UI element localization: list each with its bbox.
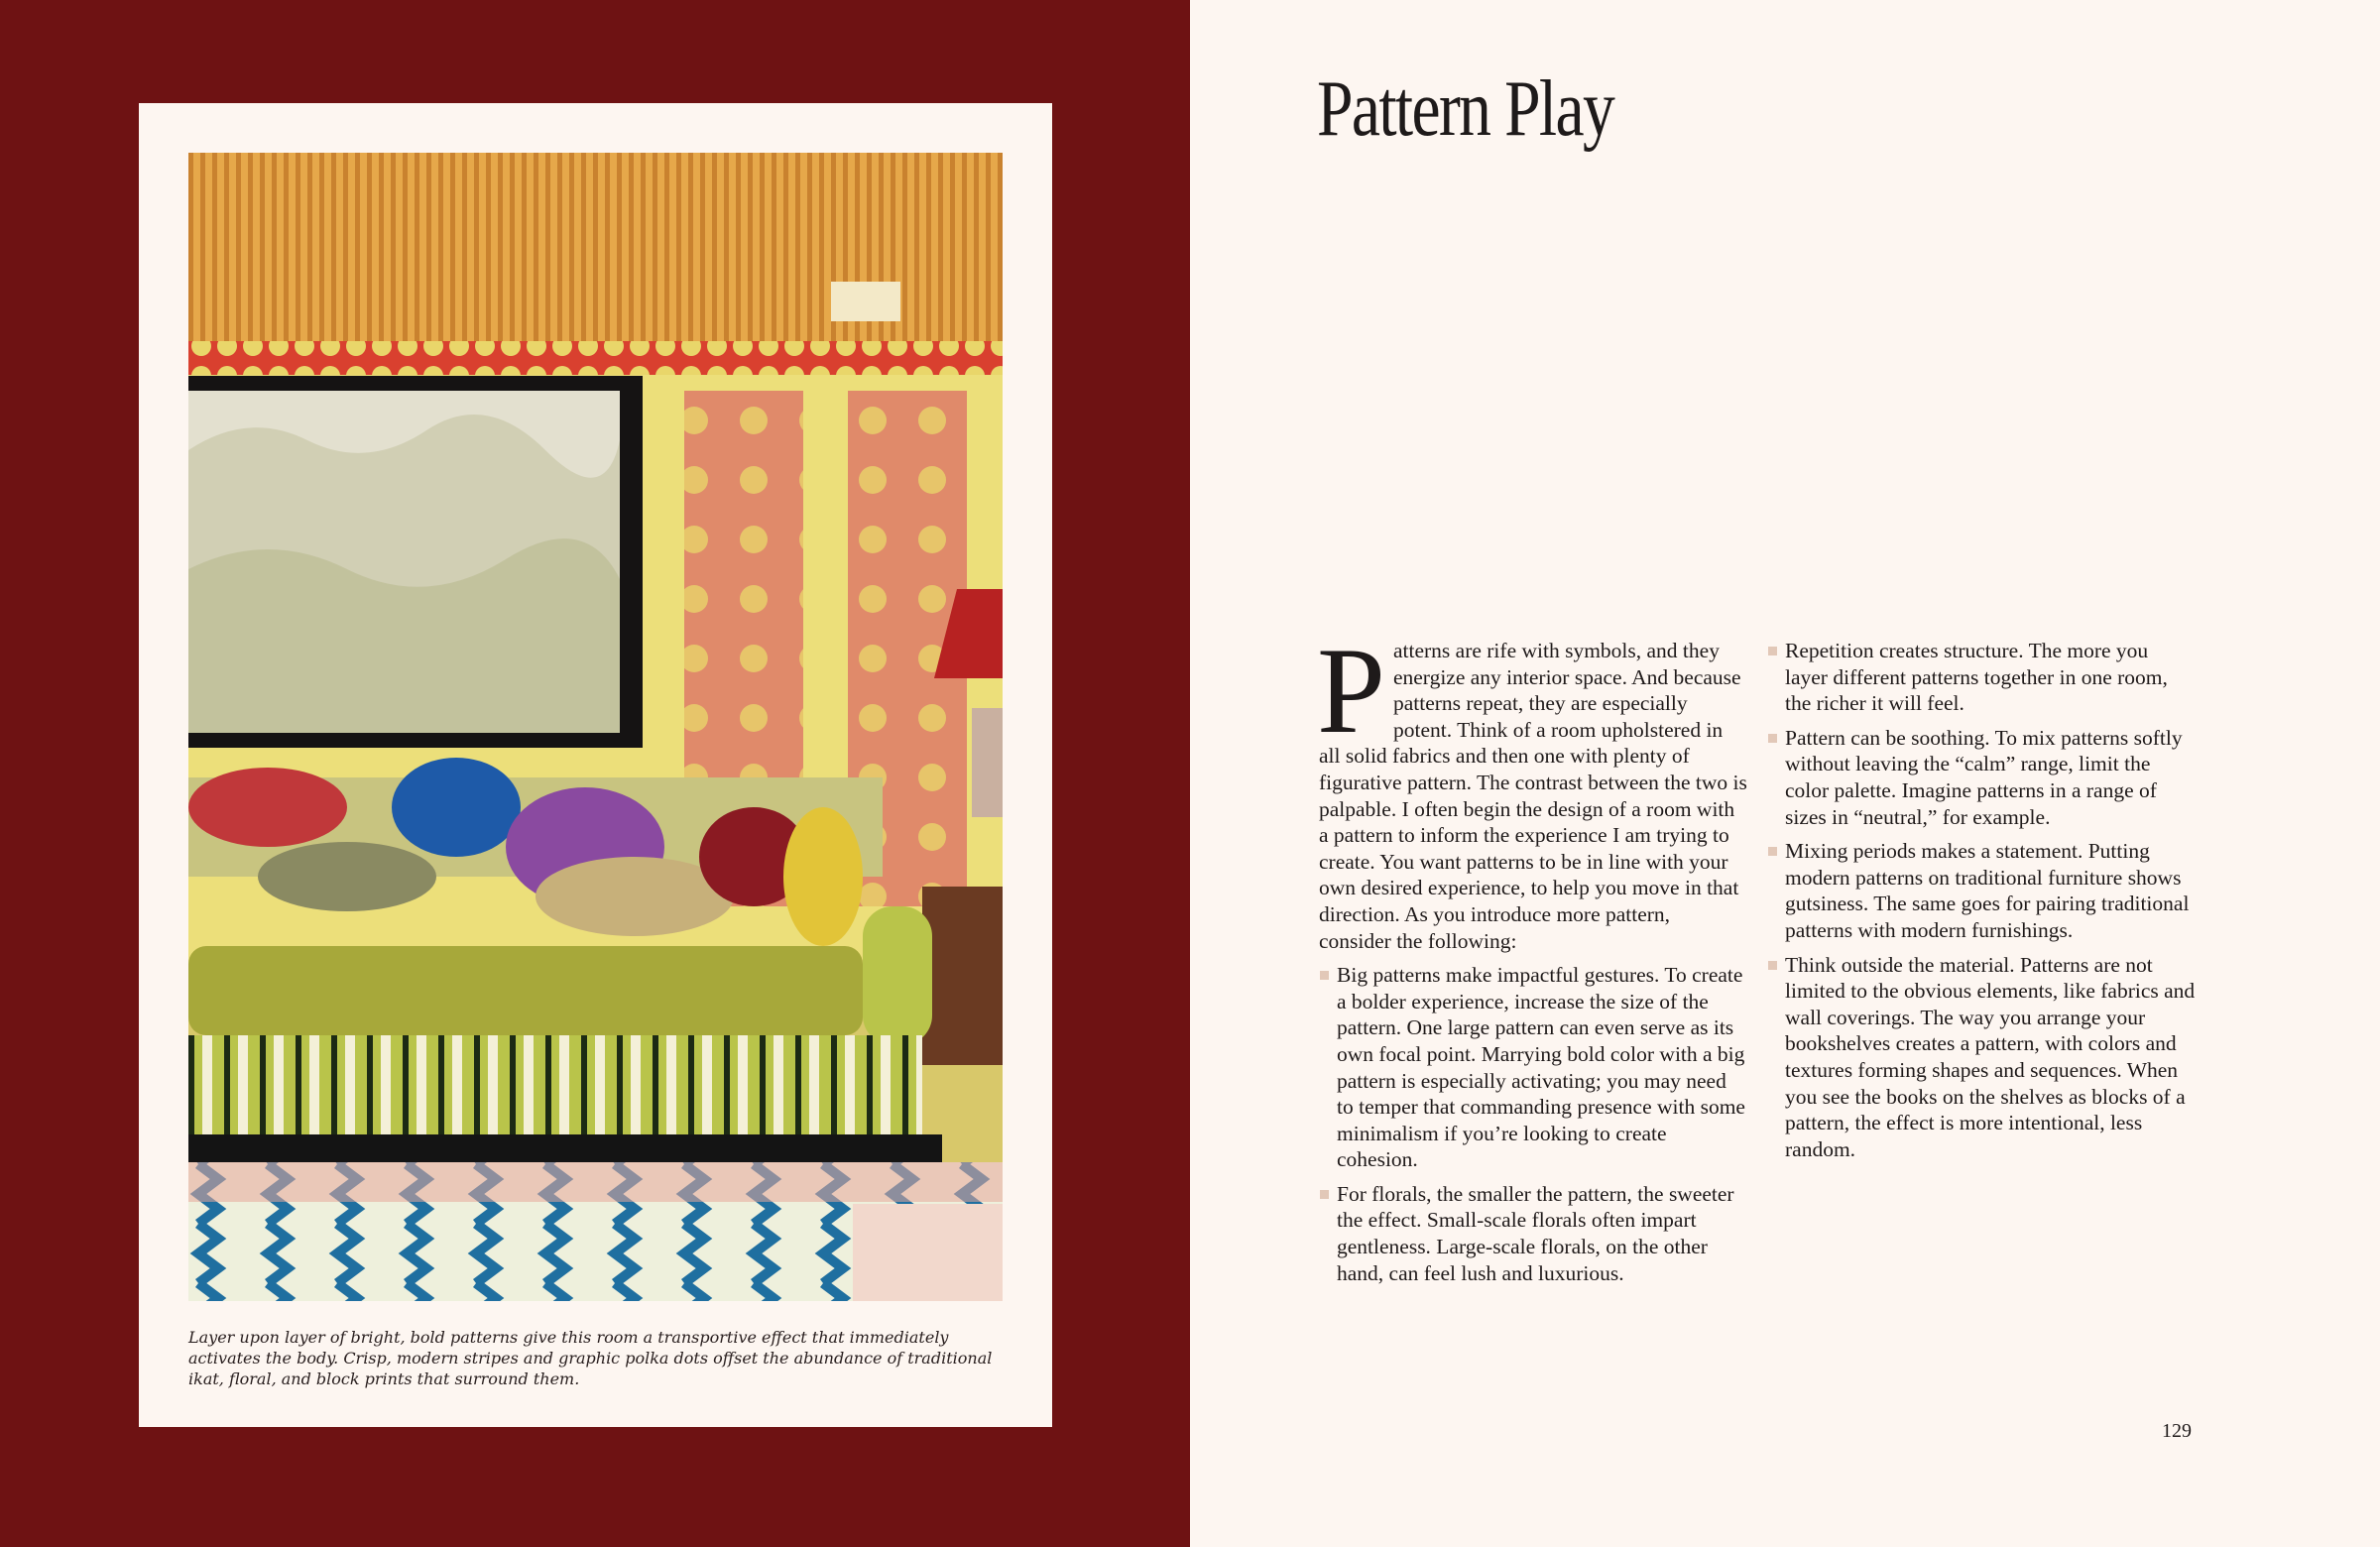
square-bullet-icon [1768,734,1777,743]
square-bullet-icon [1768,847,1777,856]
intro-paragraph [1317,623,1747,954]
page-number: 129 [2162,1420,2192,1442]
list-item: Think outside the material. Patterns are not limited to the obvious elements, like fabrics and wall coverings. The way you arrange your bookshelves creates a pattern, with colors and textures forming shapes and sequences. When you see the books on the shelves as blocks of a pattern, the effect is more intentional, less random. [1767,952,2196,1163]
photo-card [139,103,1052,1427]
drop-cap: P [1317,623,1385,759]
room-photo [188,153,1003,1301]
list-item: Repetition creates structure. The more you layer different patterns together in one room, the richer it will feel. [1767,638,2196,717]
square-bullet-icon [1320,971,1329,980]
intro-text: atterns are rife with symbols, and they energize any interior space. And because patterns repeat, they are especially potent. Think of a room upholstered in all solid fabrics and then one with plenty of figurative pattern. The contrast between the two is palpable. I often begin the design of a room with a pattern to inform the experience I am trying to create. You want patterns to be in line with your own desired experience, to help you move in that direction. As you introduce more pattern, consider the following: [1319,639,1747,953]
square-bullet-icon [1768,647,1777,655]
list-item: Pattern can be soothing. To mix patterns softly without leaving the “calm” range, limit the color palette. Imagine patterns in a range of sizes in “neutral,” for example. [1767,725,2196,830]
text-column-left [1317,623,1747,1294]
right-page [1190,0,2380,1547]
list-item: Big patterns make impactful gestures. To create a bolder experience, increase the size of the pattern. One large pattern can even serve as its own focal point. Marrying bold color with a big pattern is especially activating; you may need to temper that commanding presence with some minimalism if you’re looking to create cohesion. [1319,962,1747,1173]
square-bullet-icon [1768,961,1777,970]
bullet-list-right [1767,638,2196,1162]
bullet-list-left [1319,962,1747,1286]
list-item: Mixing periods makes a statement. Putting modern patterns on traditional furniture shows gutsiness. The same goes for pairing traditional patterns with modern furnishings. [1767,838,2196,943]
square-bullet-icon [1320,1190,1329,1199]
photo-caption: Layer upon layer of bright, bold patterns give this room a transportive effect that immediately activates the body. Crisp, modern stripes and graphic polka dots offset the abundance of traditional ikat, floral, and block prints that surround them. [188,1328,993,1388]
list-item: For florals, the smaller the pattern, the sweeter the effect. Small-scale florals often impart gentleness. Large-scale florals, on the other hand, can feel lush and luxurious. [1319,1181,1747,1286]
page-title: Pattern Play [1317,65,1614,153]
text-column-right [1767,638,2196,1170]
